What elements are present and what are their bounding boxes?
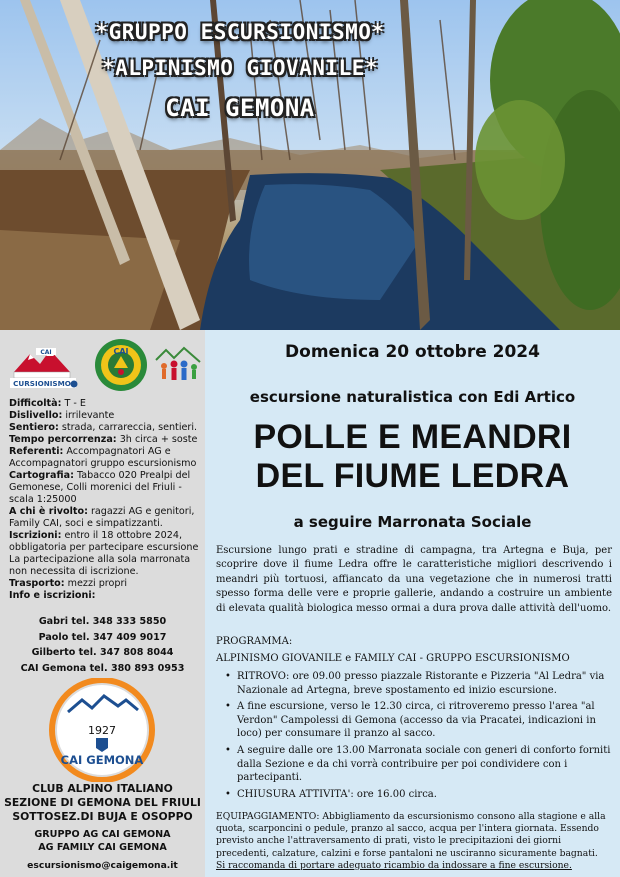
event-subtitle: escursione naturalistica con Edi Artico <box>249 388 576 406</box>
contact-item: Gilberto tel. 347 808 8044 <box>31 647 174 658</box>
sidebar <box>0 330 205 877</box>
hero-title-line3: CAI GEMONA <box>165 94 315 122</box>
info-iscrizioni-note: La partecipazione alla sola marronata non necessita di iscrizione. <box>9 554 191 577</box>
logo-row <box>8 338 200 394</box>
programma-groups: ALPINISMO GIOVANILE e FAMILY CAI - GRUPPO ESCURSIONISMO <box>216 653 570 664</box>
logo-a-top-text: CAI <box>40 349 52 356</box>
info-cartografia: Cartografia: Tabacco 020 Prealpi del Gemonese, Colli morenici del Friuli - scala 1:25000 <box>9 470 191 505</box>
event-description: Escursione lungo prati e stradine di campagna, tra Artegna e Buja, per scoprire dove il fiume Ledra offre le caratteristiche migliori descrivendo i meandri più tortuosi, affiancato da una vegetazione che in numerosi tratti spesso forma delle vere e proprie gallerie, andando a costruire un ambiente di elevata qualità biologica messo ormai a dura prova dalle attività dell'uomo. <box>216 545 612 614</box>
info-dislivello: Dislivello: irrilevante <box>9 410 115 421</box>
cai-gemona-badge <box>46 678 158 782</box>
contact-list <box>0 614 205 676</box>
club-line3: SOTTOSEZ.DI BUJA E OSOPPO <box>12 810 193 823</box>
info-iscrizioni: Iscrizioni: entro il 18 ottobre 2024, obbligatoria per partecipare escursione <box>9 530 199 553</box>
river-landscape-illustration <box>0 0 620 330</box>
list-item: • CHIUSURA ATTIVITA': ore 16.00 circa. <box>225 788 612 802</box>
club-line2: SEZIONE DI GEMONA DEL FRIULI <box>4 796 201 809</box>
info-trasporto: Trasporto: mezzi propri <box>9 578 128 589</box>
logo-b-text: CAI <box>113 347 129 356</box>
raccomandazione-text: Si raccomanda di portare adeguato ricambio da indossare a fine escursione. <box>216 859 572 871</box>
event-content <box>205 330 620 877</box>
hero-title-line2: *ALPINISMO GIOVANILE* <box>101 56 378 80</box>
club-email[interactable]: escursionismo@caigemona.it <box>27 860 178 871</box>
info-sentiero: Sentiero: strada, carrareccia, sentieri. <box>9 422 198 433</box>
contact-item: CAI Gemona tel. 380 893 0953 <box>20 662 185 674</box>
info-referenti: Referenti: Accompagnatori AG e Accompagnatori gruppo escursionismo <box>9 446 197 469</box>
info-rivolto: A chi è rivolto: ragazzi AG e genitori, Family CAI, soci e simpatizzanti. <box>9 506 195 529</box>
hero-photo <box>0 0 620 330</box>
trip-info <box>9 398 203 602</box>
club-info <box>0 782 205 872</box>
club-line4: GRUPPO AG CAI GEMONA <box>34 829 171 840</box>
programma-label: PROGRAMMA: <box>216 636 293 647</box>
info-tempo: Tempo percorrenza: 3h circa + soste <box>9 434 198 445</box>
event-title-line1: POLLE E MEANDRI <box>253 418 572 456</box>
event-title-line2: DEL FIUME LEDRA <box>255 457 570 495</box>
contact-item: Gabri tel. 348 333 5850 <box>38 616 167 627</box>
logo-a-text: CURSIONISMO <box>13 379 71 388</box>
list-item: • RITROVO: ore 09.00 presso piazzale Ristorante e Pizzeria "Al Ledra" via Nazionale ad Artegna, breve spostamento ed inizio escursione. <box>225 670 612 697</box>
list-item: • A fine escursione, verso le 12.30 circa, ci ritroveremo presso l'area "al Verdon" Campolessi di Gemona (accesso da via Pracatei, indicazioni in loco) per consumare il pranzo al sacco. <box>225 700 612 741</box>
contact-item: Paolo tel. 347 409 9017 <box>38 631 167 643</box>
info-iscrizioni-label: Info e iscrizioni: <box>9 590 96 601</box>
club-line1: CLUB ALPINO ITALIANO <box>32 782 173 795</box>
equipaggiamento-text: EQUIPAGGIAMENTO: Abbigliamento da escursionismo consono alla stagione e alla quota, scarponcini o pedule, pranzo al sacco, acqua per l'intera giornata. Essendo previsto anche l'attraversamento di prati, visto le precipitazioni dei giorni precedenti, calzature, calzini e forse pantaloni ne usciranno sicuramente bagnati. <box>216 811 606 859</box>
badge-year: 1927 <box>88 724 116 737</box>
club-line5: AG FAMILY CAI GEMONA <box>38 841 167 853</box>
event-date: Domenica 20 ottobre 2024 <box>285 342 540 362</box>
family-cai-logo <box>154 344 202 388</box>
programma-list <box>225 670 612 804</box>
equipaggiamento <box>216 811 612 872</box>
cai-escursionismo-logo <box>10 342 80 390</box>
list-item: • A seguire dalle ore 13.00 Marronata sociale con generi di conforto forniti dalla Sezione e da chi vorrà contribuire per poi condividere con i partecipanti. <box>225 744 612 785</box>
event-subtitle2: a seguire Marronata Sociale <box>293 513 532 531</box>
cai-ag-round-logo <box>94 338 148 392</box>
badge-name: CAI GEMONA <box>60 753 144 767</box>
info-difficolta: Difficoltà: T - E <box>9 398 86 409</box>
hero-title-line1: *GRUPPO ESCURSIONISMO* <box>95 20 385 44</box>
